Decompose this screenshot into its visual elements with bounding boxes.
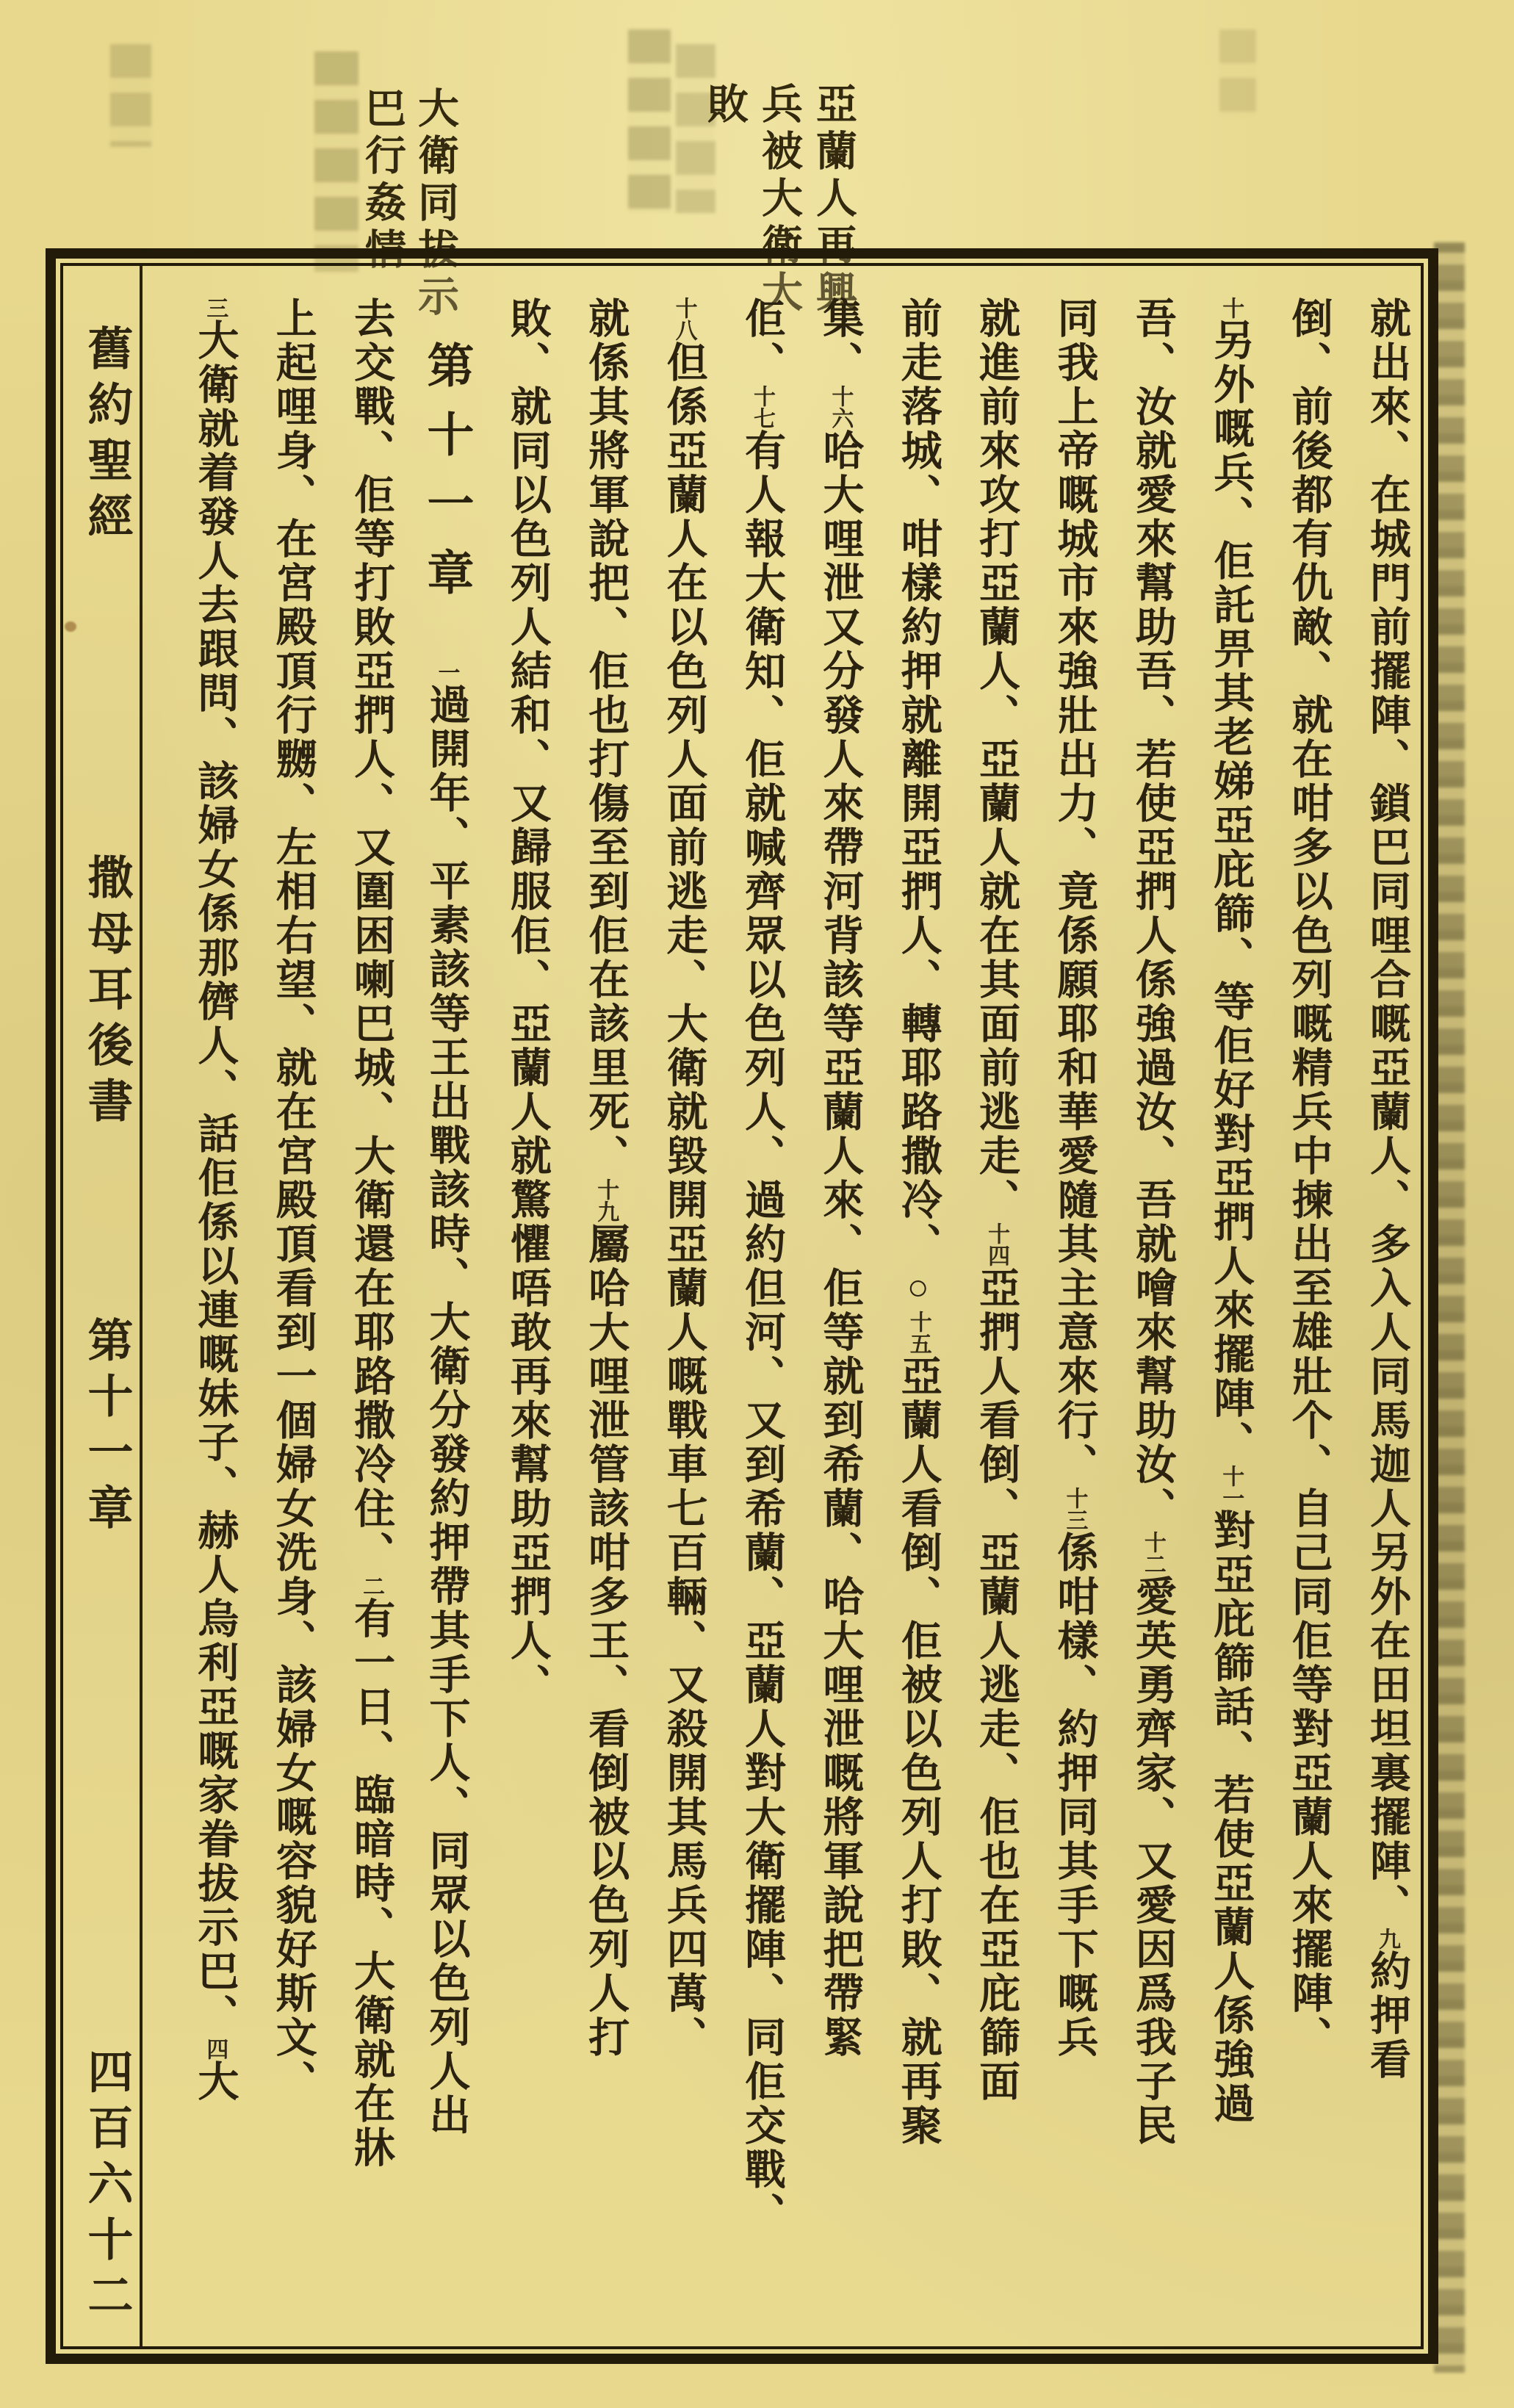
page-frame [46, 248, 1438, 2364]
verse-number: 三 [203, 297, 228, 319]
title-column [72, 266, 143, 2346]
verse-number: 四 [203, 2038, 228, 2060]
verse-number: 十五 [906, 1311, 931, 1355]
verse-number: 十八 [671, 297, 696, 341]
text-column: 集、十六哈大哩泄又分發人來帶河背該等亞蘭人來、佢等就到希蘭、哈大哩泄嘅將軍說把帶緊 [817, 297, 863, 2060]
verse-number: 十九 [594, 1178, 619, 1222]
page-number: 四百六十二 [81, 2048, 131, 2327]
verse-number: 十三 [1062, 1487, 1087, 1531]
text-column: 就出來、在城門前擺陣、鎖巴同哩合嘅亞蘭人、多入人同馬迦人另外在田坦裏擺陣、九約押看 [1364, 297, 1410, 2082]
text-column: 敗、就同以色列人結和、又歸服佢、亞蘭人就驚懼唔敢再來幫助亞捫人、 [504, 297, 550, 1707]
bleedthrough-mark [110, 44, 151, 147]
text-column: 同我上帝嘅城市來強壯出力、竟係願耶和華愛隨其主意來行、十三係咁樣、約押同其手下嘅兵 [1051, 297, 1097, 2060]
text-column: 佢、十七有人報大衛知、佢就喊齊眾以色列人、過約但河、又到希蘭、亞蘭人對大衛擺陣、同佢交戰、 [739, 297, 785, 2236]
text-column: 就係其將軍說把、佢也打傷至到佢在該里死、十九屬哈大哩泄管該咁多王、看倒被以色列人打 [583, 297, 629, 2060]
margin-note: 兵被大衛大 [756, 82, 801, 317]
verse-number: 十二 [1140, 1531, 1165, 1575]
text-column: 十八但係亞蘭人在以色列人面前逃走、大衛就毀開亞蘭人嘅戰車七百輛、又殺開其馬兵四萬、 [660, 297, 707, 2060]
bleedthrough-mark [1219, 29, 1256, 118]
text-column: 吾、汝就愛來幫助吾、若使亞捫人係強過汝、吾就噲來幫助汝、十二愛英勇齊家、又愛因爲我子民 [1129, 297, 1175, 2148]
chapter-label: 第十一章 [81, 1316, 131, 1540]
chapter-heading: 第十一章 [420, 341, 473, 617]
text-column: 上起哩身、在宮殿頂行嬲、左相右望、就在宮殿頂看到一個婦女洗身、該婦女嘅容貌好斯文、 [270, 297, 316, 2104]
text-column: 第十一章 一過開年、平素該等王出戰該時、大衛分發約押帶其手下人、同眾以色列人出 [420, 341, 473, 2138]
verse-number: 一 [434, 661, 459, 683]
verse-number: 十四 [984, 1222, 1009, 1266]
verse-number: 十七 [750, 385, 774, 429]
text-column: 就進前來攻打亞蘭人、亞蘭人就在其面前逃走、十四亞捫人看倒、亞蘭人逃走、佢也在亞庇篩面 [973, 297, 1020, 2104]
verse-number: 十 [1219, 297, 1244, 319]
margin-note: 大衛同拔示 [412, 87, 458, 322]
frame-inner-border [60, 263, 1424, 2349]
book-title: 舊約聖經 [81, 325, 131, 548]
text-column: 倒、前後都有仇敵、就在咁多以色列嘅精兵中揀出至雄壯个、自己同佢等對亞蘭人來擺陣、 [1286, 297, 1332, 2060]
section-circle: ○ [897, 1266, 939, 1311]
margin-note: 敗 [702, 82, 747, 129]
margin-note: 亞蘭人再興 [810, 82, 856, 317]
text-column: 去交戰、佢等打敗亞捫人、又圍困喇巴城、大衛還在耶路撒冷住、二有一日、臨暗時、大衛就在牀 [348, 297, 394, 2170]
margin-note: 巴行姦情 [359, 87, 405, 275]
page-edge-shadow [1434, 242, 1465, 2373]
verse-number: 十一 [1219, 1465, 1244, 1509]
verse-number: 二 [359, 1575, 384, 1597]
body-text [157, 297, 1410, 2317]
section-title: 撒母耳後書 [81, 854, 131, 1133]
verse-number: 九 [1375, 1928, 1399, 1950]
text-column: 前走落城、咁樣約押就離開亞捫人、轉耶路撒冷、○十五亞蘭人看倒、佢被以色列人打敗、就再聚 [895, 297, 941, 2148]
bleedthrough-mark [628, 29, 671, 213]
text-column: 三大衛就着發人去跟問、該婦女係那儕人、話佢係以連嘅妹子、赫人烏利亞嘅家眷拔示巴、四大 [192, 297, 238, 2104]
verse-number: 十六 [828, 385, 853, 429]
bleedthrough-mark [314, 51, 358, 272]
text-column: 十另外嘅兵、佢託畀其老娣亞庇篩、等佢好對亞捫人來擺陣、十一對亞庇篩話、若使亞蘭人係強過 [1208, 297, 1254, 2126]
